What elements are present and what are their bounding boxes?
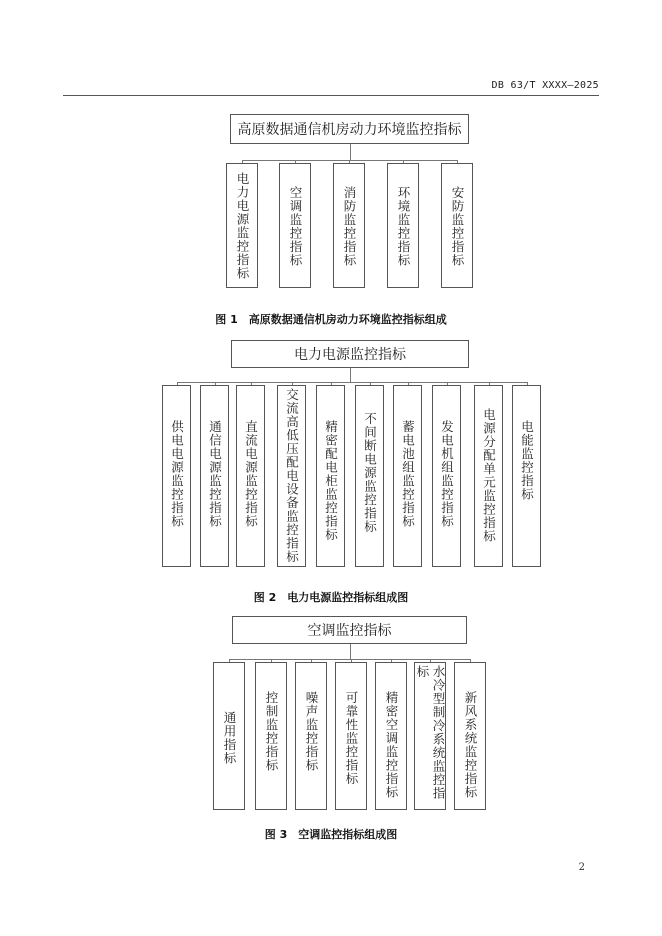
- figure-1-child-box: [279, 163, 311, 288]
- figure-1-child-box: [441, 163, 473, 288]
- figure-2-child-label: 精密配电柜监控指标: [323, 420, 339, 542]
- figure-2-child-box: [474, 385, 503, 567]
- figure-2-root-label: 电力电源监控指标: [294, 347, 406, 363]
- figure-3-caption: 图 3 空调监控指标组成图: [264, 828, 398, 841]
- figure-1-stem: [350, 144, 351, 160]
- figure-3-child-box: [295, 662, 327, 810]
- figure-2-child-label: 交流高低压配电设备监控指标: [284, 388, 300, 564]
- figure-2-caption: 图 2 电力电源监控指标组成图: [253, 591, 409, 604]
- figure-2-child-box: [200, 385, 229, 567]
- figure-1-child-label: 空调监控指标: [288, 186, 303, 267]
- figure-2-child-box: [512, 385, 541, 567]
- figure-3-root-box: [232, 616, 467, 644]
- figure-3-child-box: [255, 662, 287, 810]
- figure-2-child-box: [316, 385, 345, 567]
- figure-2-child-box: [162, 385, 191, 567]
- figure-2-child-label: 电能监控指标: [519, 420, 535, 501]
- figure-3-bus: [229, 659, 471, 660]
- figure-1-child-label: 环境监控指标: [396, 186, 411, 267]
- figure-3-child-box: [335, 662, 367, 810]
- figure-1-root-box: [230, 114, 469, 144]
- page-number: 2: [578, 862, 585, 873]
- figure-3-stem: [350, 644, 351, 659]
- document-id-header: DB 63/T XXXX—2025: [491, 80, 599, 91]
- figure-2-child-box: [236, 385, 265, 567]
- figure-2-child-label: 供电电源监控指标: [169, 420, 185, 528]
- figure-2-child-box: [277, 385, 306, 567]
- figure-2-bus: [177, 382, 528, 383]
- figure-1-child-label: 电力电源监控指标: [235, 172, 250, 280]
- figure-2-child-label: 通信电源监控指标: [207, 420, 223, 528]
- figure-3-root-label: 空调监控指标: [307, 623, 392, 639]
- figure-2-child-label: 发电机组监控指标: [439, 420, 455, 528]
- figure-2-stem: [350, 368, 351, 382]
- figure-1-child-box: [226, 163, 258, 288]
- figure-3-child-box: [213, 662, 245, 810]
- figure-2-child-box: [432, 385, 461, 567]
- figure-1-child-label: 消防监控指标: [342, 186, 357, 267]
- figure-1-child-box: [333, 163, 365, 288]
- figure-3-child-label: 控制监控指标: [264, 691, 279, 772]
- figure-3-child-label: 水冷型制冷系统监控指标: [415, 665, 446, 800]
- figure-2-child-label: 不间断电源监控指标: [362, 412, 378, 534]
- figure-3-child-label: 新风系统监控指标: [463, 691, 478, 799]
- figure-2-child-label: 电源分配单元监控指标: [481, 408, 497, 543]
- figure-2-child-label: 蓄电池组监控指标: [400, 420, 416, 528]
- figure-3-child-label: 精密空调监控指标: [384, 691, 399, 799]
- figure-1-root-label: 高原数据通信机房动力环境监控指标: [237, 122, 462, 138]
- figure-1-child-label: 安防监控指标: [450, 186, 465, 267]
- figure-3-child-box: [375, 662, 407, 810]
- figure-2-root-box: [231, 340, 469, 368]
- figure-3-child-label: 可靠性监控指标: [344, 691, 359, 786]
- figure-2-child-box: [355, 385, 384, 567]
- figure-3-child-label: 噪声监控指标: [304, 691, 319, 772]
- figure-1-child-box: [387, 163, 419, 288]
- figure-1-bus: [242, 160, 458, 161]
- figure-2-child-box: [393, 385, 422, 567]
- figure-3-child-box: [454, 662, 486, 810]
- figure-1-caption: 图 1 高原数据通信机房动力环境监控指标组成: [215, 313, 447, 326]
- figure-3-child-box: [414, 662, 446, 810]
- figure-3-child-label: 通用指标: [222, 711, 237, 765]
- figure-2-child-label: 直流电源监控指标: [243, 420, 259, 528]
